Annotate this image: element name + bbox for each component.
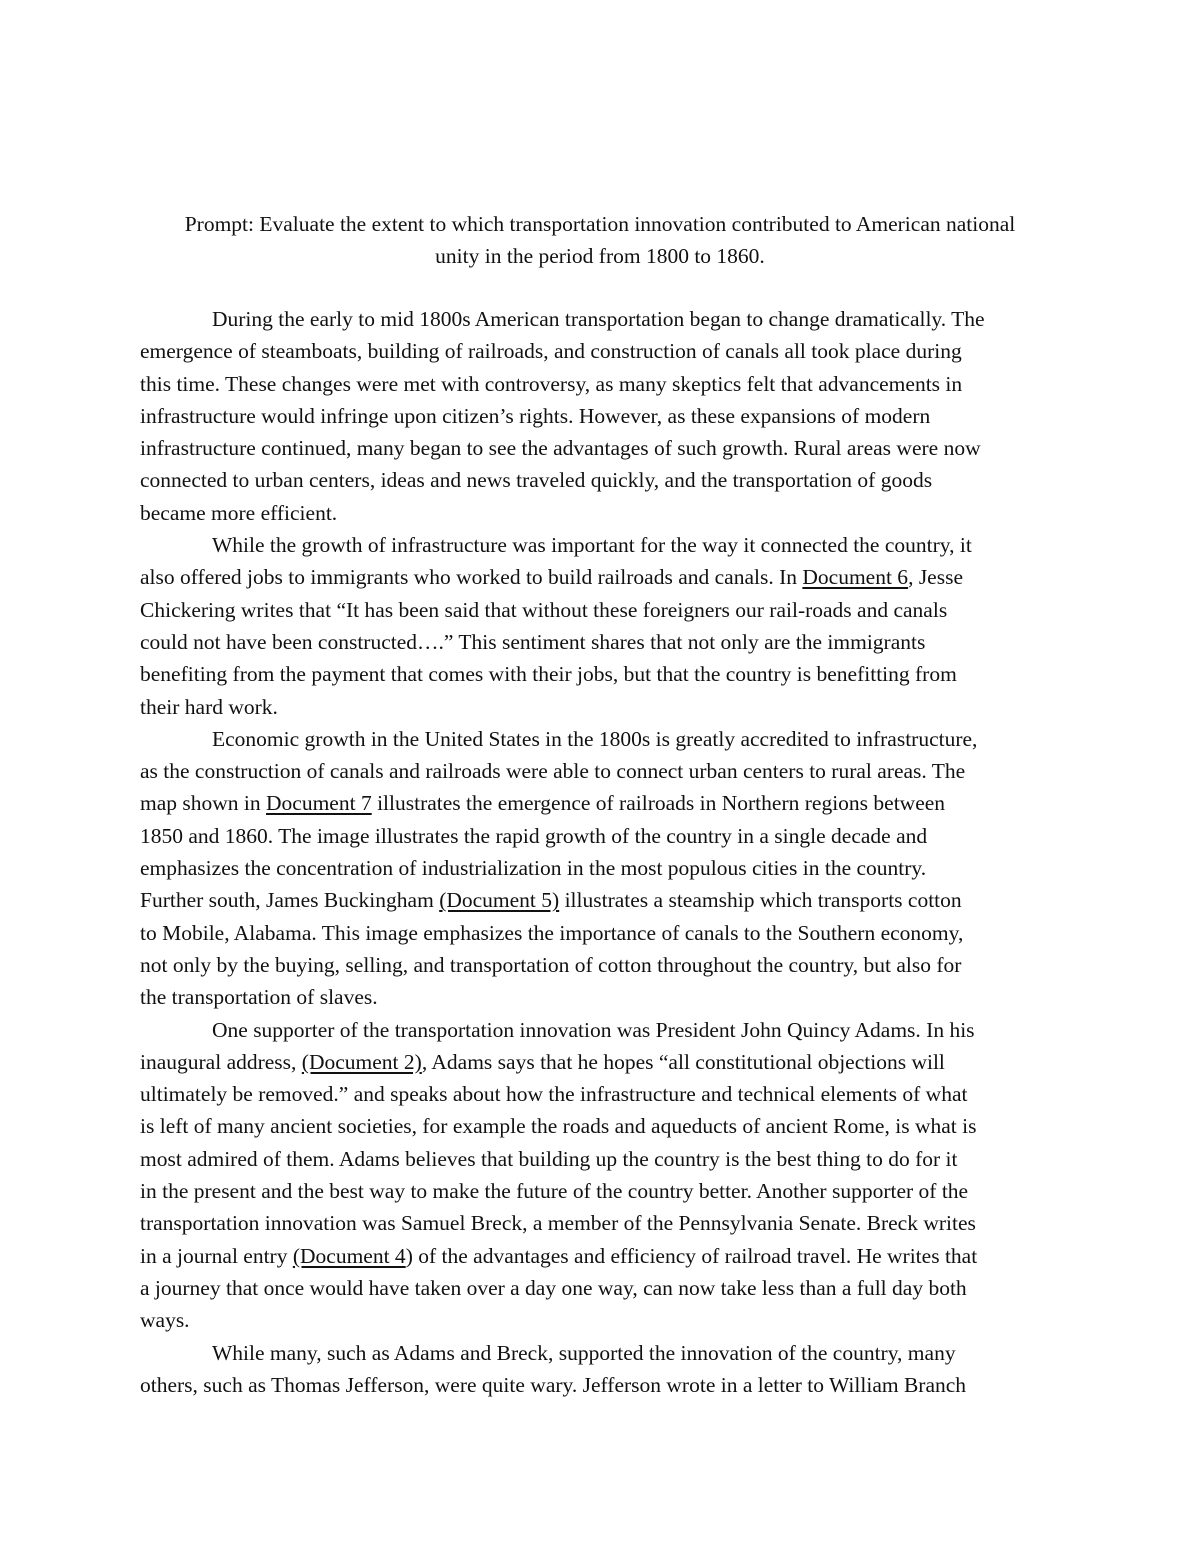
text-segment: ways. — [140, 1308, 190, 1333]
text-line — [140, 303, 1070, 335]
text-segment: emphasizes the concentration of industrialization in the most populous cities in the country. — [140, 856, 927, 881]
text-segment: map shown in — [140, 791, 267, 816]
text-line — [140, 884, 1070, 916]
text-line — [140, 723, 1070, 755]
text-segment: One supporter of the transportation innovation was President John Quincy Adams. In his — [212, 1017, 975, 1042]
text-segment: not only by the buying, selling, and transportation of cotton throughout the country, but also for — [140, 952, 962, 977]
text-line — [140, 691, 1070, 723]
text-segment: , Adams says that he hopes “all constitutional objections will — [421, 1049, 945, 1074]
text-segment: a journey that once would have taken over a day one way, can now take less than a full day both — [140, 1275, 967, 1300]
text-segment: is left of many ancient societies, for example the roads and aqueducts of ancient Rome, is what is — [140, 1114, 977, 1139]
text-segment: as the construction of canals and railroads were able to connect urban centers to rural areas. The — [140, 759, 966, 784]
text-line — [140, 917, 1070, 949]
text-line — [140, 1078, 1070, 1110]
text-line — [140, 1175, 1070, 1207]
text-segment: inaugural address, — [140, 1049, 302, 1074]
text-line — [140, 626, 1070, 658]
text-segment: in the present and the best way to make the future of the country better. Another supporter of the — [140, 1179, 969, 1204]
text-segment: Further south, James Buckingham — [140, 888, 440, 913]
text-line — [140, 949, 1070, 981]
text-segment: , Jesse — [908, 565, 963, 590]
text-segment: emergence of steamboats, building of railroads, and construction of canals all took place during — [140, 339, 962, 364]
text-line — [140, 432, 1070, 464]
text-segment: infrastructure would infringe upon citizen’s rights. However, as these expansions of modern — [140, 403, 931, 428]
text-segment: in a journal entry — [140, 1243, 293, 1268]
essay-body — [140, 303, 1070, 1401]
text-line — [140, 1272, 1070, 1304]
text-segment: the transportation of slaves. — [140, 985, 378, 1010]
text-line — [140, 1046, 1070, 1078]
text-line — [140, 981, 1070, 1013]
text-line — [140, 368, 1070, 400]
text-segment: ) of the advantages and efficiency of railroad travel. He writes that — [405, 1243, 978, 1268]
text-segment: illustrates the emergence of railroads in Northern regions between — [371, 791, 946, 816]
text-segment: benefiting from the payment that comes with their jobs, but that the country is benefitting from — [140, 662, 957, 687]
text-segment: to Mobile, Alabama. This image emphasizes the importance of canals to the Southern economy, — [140, 920, 964, 945]
text-segment: became more efficient. — [140, 500, 338, 525]
text-line — [140, 1337, 1070, 1369]
text-segment: infrastructure continued, many began to see the advantages of such growth. Rural areas were now — [140, 436, 981, 461]
text-segment: ultimately be removed.” and speaks about how the infrastructure and technical elements of what — [140, 1082, 968, 1107]
text-line — [140, 400, 1070, 432]
document-reference-link[interactable]: Document 7 — [266, 791, 372, 816]
document-reference-link[interactable]: (Document 2) — [301, 1049, 422, 1074]
document-reference-link[interactable]: Document 6 — [802, 565, 909, 590]
text-line — [140, 1369, 1070, 1401]
text-line — [140, 1207, 1070, 1239]
text-line — [140, 820, 1070, 852]
text-segment: transportation innovation was Samuel Breck, a member of the Pennsylvania Senate. Breck writes — [140, 1211, 976, 1236]
text-line — [140, 787, 1070, 819]
text-segment: others, such as Thomas Jefferson, were quite wary. Jefferson wrote in a letter to William Branch — [140, 1372, 967, 1397]
text-segment: While many, such as Adams and Breck, supported the innovation of the country, many — [212, 1340, 956, 1365]
prompt-line: unity in the period from 1800 to 1860. — [435, 244, 765, 269]
text-segment: this time. These changes were met with controversy, as many skeptics felt that advancements in — [140, 371, 963, 396]
text-line — [140, 1014, 1070, 1046]
text-line — [140, 529, 1070, 561]
text-line — [140, 1304, 1070, 1336]
text-segment: also offered jobs to immigrants who worked to build railroads and canals. In — [140, 565, 803, 590]
document-reference-link[interactable]: (Document 4 — [292, 1243, 406, 1268]
text-line — [140, 1110, 1070, 1142]
text-line — [140, 464, 1070, 496]
text-segment: most admired of them. Adams believes that building up the country is the best thing to do for it — [140, 1146, 958, 1171]
text-segment: connected to urban centers, ideas and news traveled quickly, and the transportation of goods — [140, 468, 933, 493]
text-line — [140, 561, 1070, 593]
text-line — [140, 1240, 1070, 1272]
essay-prompt — [140, 208, 1060, 273]
text-segment: their hard work. — [140, 694, 278, 719]
text-line — [140, 1143, 1070, 1175]
prompt-line: Prompt: Evaluate the extent to which transportation innovation contributed to American national — [184, 212, 1016, 236]
text-segment: could not have been constructed….” This sentiment shares that not only are the immigrants — [140, 629, 926, 654]
text-line — [140, 335, 1070, 367]
text-segment: While the growth of infrastructure was important for the way it connected the country, it — [212, 533, 972, 558]
text-line — [140, 658, 1070, 690]
text-segment: During the early to mid 1800s American transportation began to change dramatically. The — [212, 307, 985, 331]
text-line — [140, 755, 1070, 787]
text-line — [140, 852, 1070, 884]
text-line — [140, 497, 1070, 529]
text-line — [140, 594, 1070, 626]
text-segment: illustrates a steamship which transports cotton — [559, 888, 962, 913]
text-segment: 1850 and 1860. The image illustrates the rapid growth of the country in a single decade and — [140, 823, 928, 848]
document-reference-link[interactable]: (Document 5) — [439, 888, 560, 913]
text-segment: Chickering writes that “It has been said that without these foreigners our rail-roads and canals — [140, 597, 948, 622]
text-segment: Economic growth in the United States in the 1800s is greatly accredited to infrastructure, — [212, 726, 978, 751]
